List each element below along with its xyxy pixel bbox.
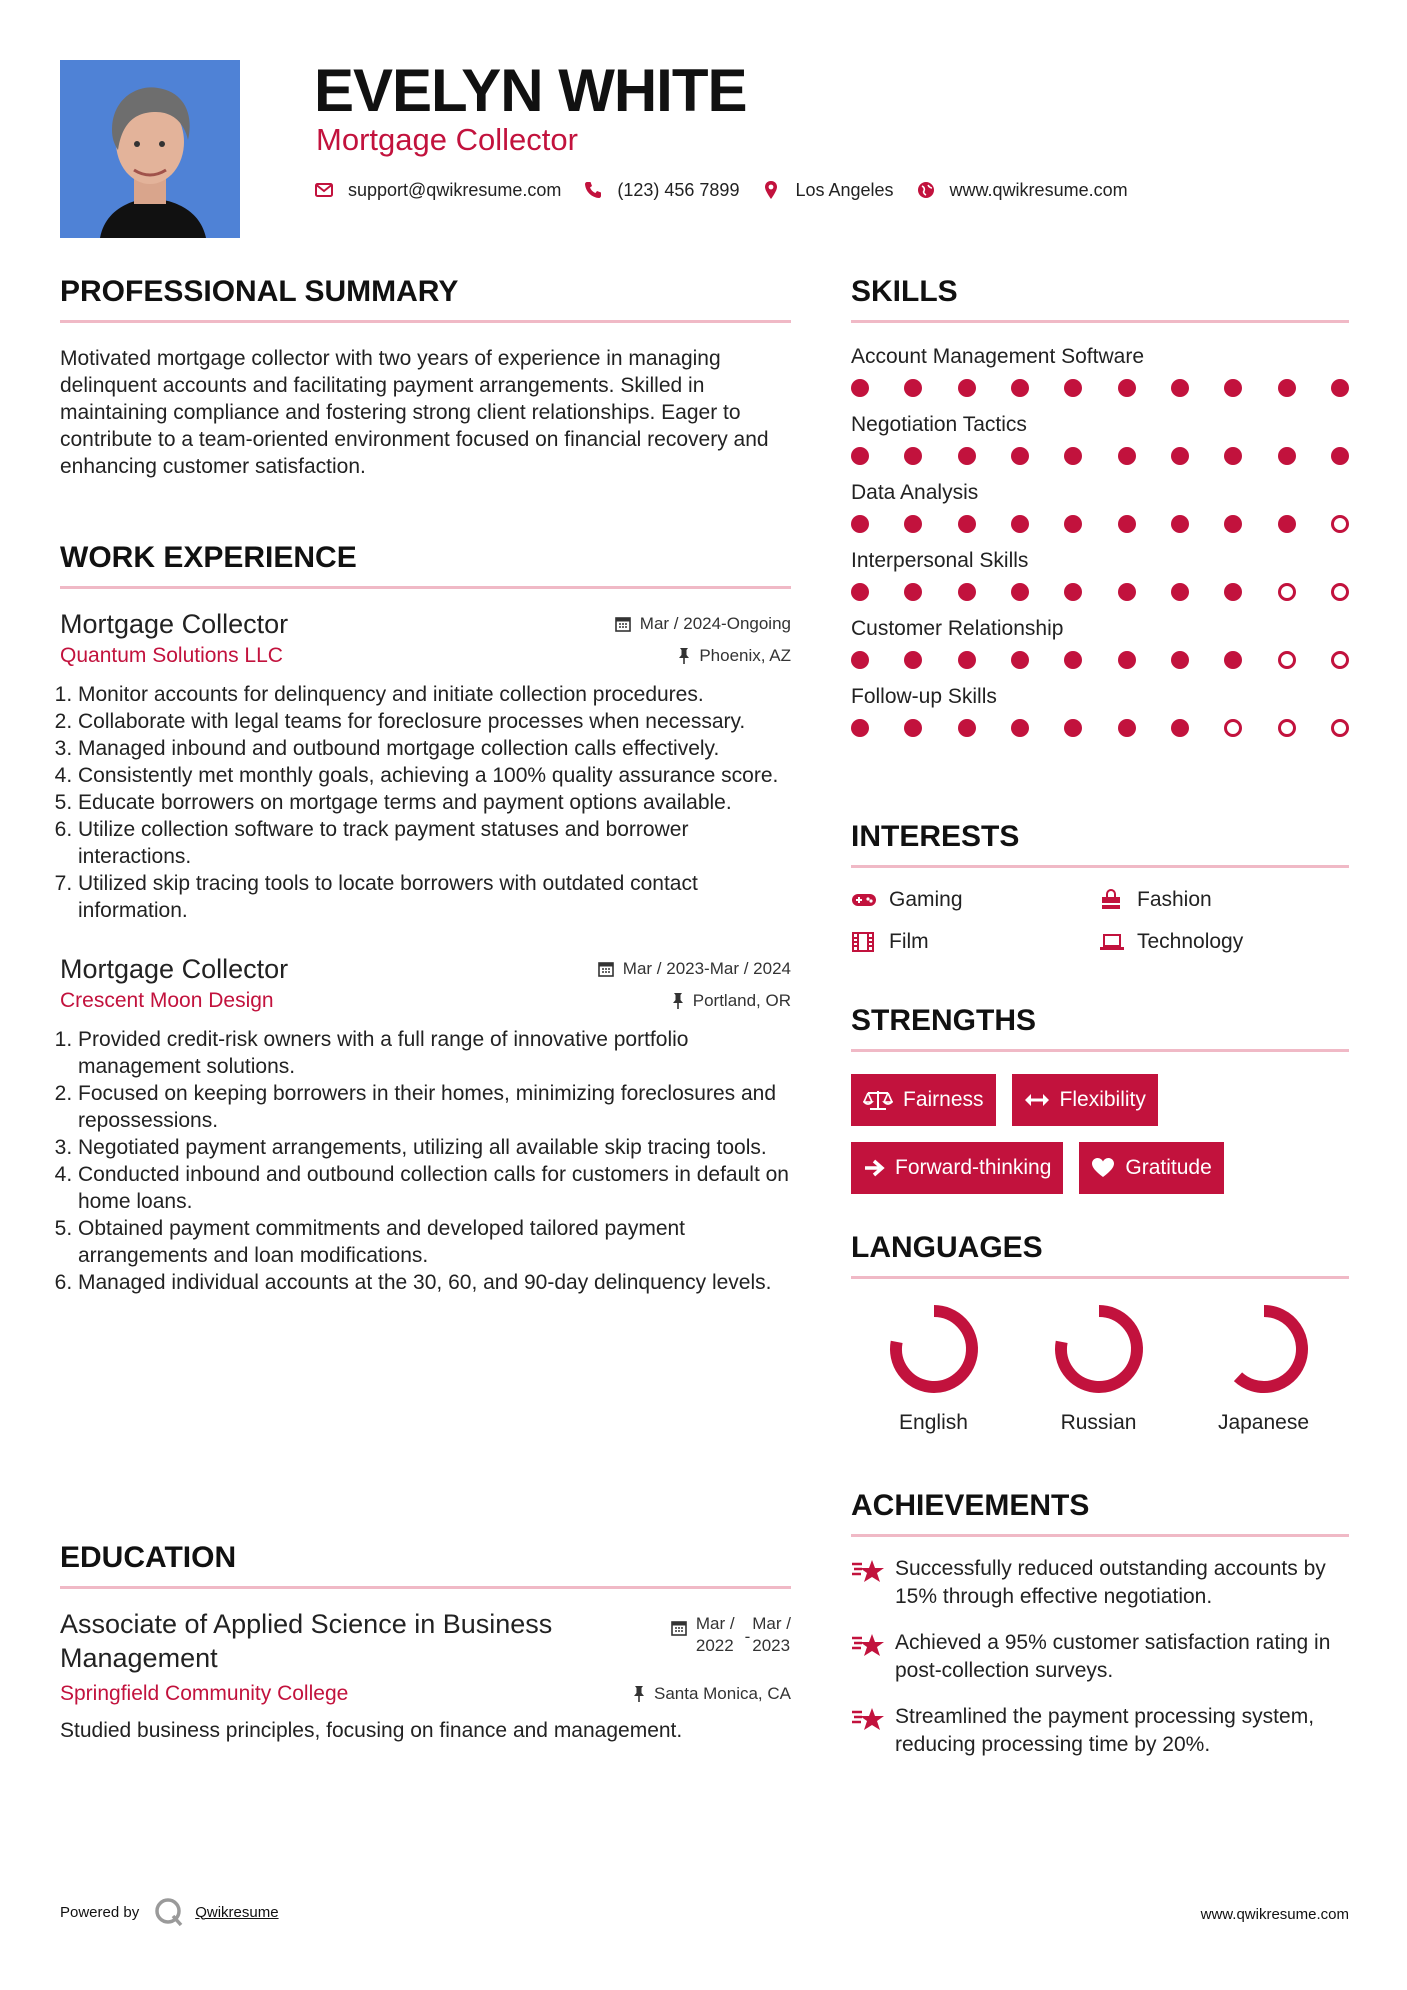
language-name: English	[899, 1411, 968, 1434]
skill-dot-filled	[958, 583, 976, 601]
achievement-text: Achieved a 95% customer satisfaction rating in post-collection surveys.	[895, 1631, 1331, 1682]
skill-dot-filled	[1224, 583, 1242, 601]
skill-dot-filled	[851, 651, 869, 669]
list-item: 6. Managed individual accounts at the 30, 60, and 90-day delinquency levels.	[78, 1269, 791, 1296]
section-divider	[60, 586, 791, 589]
skill-dot-filled	[851, 447, 869, 465]
laptop-icon	[1099, 930, 1127, 954]
skill-name: Negotiation Tactics	[851, 413, 1027, 436]
skill-dot-filled	[1064, 719, 1082, 737]
calendar-icon	[597, 960, 615, 978]
skill-dot-filled	[1224, 651, 1242, 669]
skill-rating	[851, 379, 1349, 397]
section-divider	[851, 1534, 1349, 1537]
heart-icon	[1091, 1157, 1115, 1179]
interest-item	[851, 888, 1099, 912]
summary-text: Motivated mortgage collector with two years of experience in managing delinquent accounts and facilitating payment arrangements. Skilled in maintaining compliance and fostering strong client relationships. Eager to contribute to a team-oriented environment focused on financial recovery and enhancing customer satisfaction.	[60, 347, 769, 478]
skill-dot-filled	[1224, 447, 1242, 465]
skill-dot-filled	[958, 447, 976, 465]
company-name: Quantum Solutions LLC	[60, 644, 283, 667]
skill-dot-empty	[1331, 583, 1349, 601]
company-name: Crescent Moon Design	[60, 989, 274, 1012]
qwikresume-logo-icon	[153, 1896, 185, 1928]
education-location	[632, 1684, 791, 1704]
interest-item	[1099, 930, 1349, 954]
interests-section	[851, 819, 1349, 954]
interest-item	[851, 930, 1099, 954]
achievement-item	[851, 1555, 1349, 1611]
skill-dot-filled	[904, 447, 922, 465]
skill-name: Customer Relationship	[851, 617, 1064, 640]
contact-email[interactable]: support@qwikresume.com	[348, 179, 562, 200]
skill-dot-filled	[958, 719, 976, 737]
interest-label: Film	[889, 930, 929, 953]
skill-dot-filled	[1224, 379, 1242, 397]
pushpin-icon	[671, 992, 685, 1010]
skill-rating	[851, 719, 1349, 737]
education-dates: Mar / 2022 - Mar / 2023	[670, 1607, 791, 1657]
contact-bar	[314, 176, 1150, 204]
globe-icon	[916, 180, 936, 200]
experience-section	[60, 540, 791, 1296]
skill-dot-filled	[1011, 379, 1029, 397]
strengths-heading: STRENGTHS	[851, 1004, 1037, 1037]
skill-dot-filled	[1278, 515, 1296, 533]
languages-heading: LANGUAGES	[851, 1231, 1043, 1264]
skill-rating	[851, 651, 1349, 669]
achievements-heading: ACHIEVEMENTS	[851, 1489, 1090, 1522]
skill-dot-filled	[851, 379, 869, 397]
skill-dot-empty	[1278, 719, 1296, 737]
strength-label: Fairness	[903, 1088, 984, 1111]
language-name: Russian	[1060, 1411, 1137, 1434]
gamepad-icon	[851, 888, 879, 912]
skill-dot-empty	[1224, 719, 1242, 737]
strength-tag	[851, 1142, 1063, 1194]
skill-rating	[851, 515, 1349, 533]
strength-tag	[851, 1074, 996, 1126]
skill-dot-filled	[1064, 447, 1082, 465]
envelope-icon	[314, 180, 334, 200]
strength-label: Forward-thinking	[895, 1156, 1052, 1179]
skill-dot-empty	[1331, 515, 1349, 533]
achievement-text: Streamlined the payment processing system, reducing processing time by 20%.	[895, 1705, 1315, 1756]
arrows-horizontal-icon	[1024, 1092, 1050, 1108]
calendar-icon	[614, 615, 632, 633]
skill-dot-filled	[1011, 515, 1029, 533]
strength-label: Gratitude	[1125, 1156, 1212, 1179]
language-level-arc	[896, 1311, 972, 1387]
education-heading: EDUCATION	[60, 1541, 237, 1574]
contact-website[interactable]: www.qwikresume.com	[949, 179, 1128, 200]
shopping-bag-icon	[1099, 888, 1127, 912]
job-dates	[597, 959, 791, 979]
strength-tag	[1079, 1142, 1223, 1194]
skill-dot-filled	[904, 583, 922, 601]
list-item: 5. Educate borrowers on mortgage terms and payment options available.	[78, 789, 791, 816]
skill-dot-filled	[1171, 719, 1189, 737]
skill-dot-filled	[958, 379, 976, 397]
skill-dot-empty	[1331, 651, 1349, 669]
list-item: 5. Obtained payment commitments and developed tailored payment arrangements and loan modifications.	[78, 1215, 791, 1269]
skill-dot-filled	[851, 583, 869, 601]
education-end-month: Mar /	[752, 1614, 791, 1633]
list-item: 6. Utilize collection software to track payment statuses and borrower interactions.	[78, 816, 791, 870]
skill-dot-filled	[1064, 515, 1082, 533]
candidate-name: EVELYN WHITE	[314, 57, 747, 124]
skill-dot-filled	[1224, 515, 1242, 533]
calendar-icon	[670, 1619, 688, 1637]
skill-dot-filled	[904, 515, 922, 533]
contact-location: Los Angeles	[795, 179, 894, 200]
skill-name: Account Management Software	[851, 345, 1144, 368]
skill-dot-filled	[1171, 515, 1189, 533]
summary-heading: PROFESSIONAL SUMMARY	[60, 275, 459, 308]
education-location-text: Santa Monica, CA	[653, 1684, 791, 1703]
skill-dot-filled	[1171, 379, 1189, 397]
skill-dot-filled	[851, 515, 869, 533]
skills-heading: SKILLS	[851, 275, 958, 308]
skill-dot-filled	[904, 379, 922, 397]
job-location-text: Portland, OR	[692, 991, 791, 1010]
skill-dot-filled	[958, 515, 976, 533]
achievement-item	[851, 1629, 1349, 1685]
section-divider	[851, 320, 1349, 323]
list-item: 4. Conducted inbound and outbound collection calls for customers in default on home loans.	[78, 1161, 791, 1215]
achievement-item	[851, 1703, 1349, 1759]
languages-section	[851, 1230, 1349, 1435]
job-entry	[60, 952, 791, 1296]
language-level-ring	[1218, 1303, 1310, 1395]
experience-heading: WORK EXPERIENCE	[60, 541, 357, 574]
skill-dot-filled	[1278, 447, 1296, 465]
achievements-section	[851, 1488, 1349, 1759]
film-icon	[851, 930, 879, 954]
star-award-icon	[851, 1629, 895, 1685]
skill-dot-filled	[1171, 651, 1189, 669]
section-divider	[851, 1276, 1349, 1279]
star-award-icon	[851, 1703, 895, 1759]
pushpin-icon	[632, 1685, 646, 1703]
skill-dot-filled	[1171, 447, 1189, 465]
section-divider	[851, 1049, 1349, 1052]
section-divider	[851, 865, 1349, 868]
list-item: 3. Negotiated payment arrangements, utilizing all available skip tracing tools.	[78, 1134, 791, 1161]
job-title: Mortgage Collector	[60, 954, 289, 984]
language-item	[1181, 1303, 1346, 1435]
skill-dot-filled	[1171, 583, 1189, 601]
language-item	[1016, 1303, 1181, 1435]
phone-icon	[583, 180, 603, 200]
skill-dot-filled	[1011, 447, 1029, 465]
skill-dot-filled	[1331, 379, 1349, 397]
language-level-ring	[1053, 1303, 1145, 1395]
job-title: Mortgage Collector	[60, 609, 289, 639]
skill-dot-filled	[1118, 379, 1136, 397]
brand-link[interactable]: Qwikresume	[195, 1903, 279, 1921]
skill-dot-filled	[1118, 651, 1136, 669]
summary-section	[60, 274, 791, 480]
interests-heading: INTERESTS	[851, 820, 1020, 853]
skill-dot-filled	[1011, 651, 1029, 669]
profile-photo	[60, 60, 240, 238]
list-item: 1. Monitor accounts for delinquency and initiate collection procedures.	[78, 681, 791, 708]
skill-dot-empty	[1331, 719, 1349, 737]
skill-name: Interpersonal Skills	[851, 549, 1029, 572]
job-duties-list	[60, 1026, 791, 1296]
strength-label: Flexibility	[1059, 1088, 1146, 1111]
balance-scale-icon	[863, 1089, 893, 1111]
interest-label: Gaming	[889, 888, 963, 911]
strengths-section	[851, 1003, 1349, 1194]
degree-title: Associate of Applied Science in Business Management	[60, 1609, 553, 1673]
education-description: Studied business principles, focusing on finance and management.	[60, 1719, 683, 1742]
map-pin-icon	[761, 180, 781, 200]
skill-name: Data Analysis	[851, 481, 979, 504]
interest-item	[1099, 888, 1349, 912]
skill-rating	[851, 447, 1349, 465]
skills-section	[851, 274, 1349, 751]
section-divider	[60, 320, 791, 323]
skill-dot-filled	[1064, 583, 1082, 601]
strength-tag	[1012, 1074, 1158, 1126]
skill-name: Follow-up Skills	[851, 685, 997, 708]
education-section	[60, 1540, 791, 1744]
section-divider	[60, 1586, 791, 1589]
list-item: 2. Collaborate with legal teams for foreclosure processes when necessary.	[78, 708, 791, 735]
footer-powered-by	[60, 1896, 279, 1928]
school-name: Springfield Community College	[60, 1682, 349, 1705]
interest-label: Technology	[1137, 930, 1244, 953]
pushpin-icon	[677, 647, 691, 665]
list-item: 2. Focused on keeping borrowers in their homes, minimizing foreclosures and repossessions.	[78, 1080, 791, 1134]
skill-dot-filled	[1064, 379, 1082, 397]
interest-label: Fashion	[1137, 888, 1212, 911]
job-location	[677, 646, 791, 666]
job-dates-text: Mar / 2023-Mar / 2024	[622, 959, 791, 978]
skill-rating	[851, 583, 1349, 601]
list-item: 4. Consistently met monthly goals, achieving a 100% quality assurance score.	[78, 762, 791, 789]
language-level-arc	[1061, 1311, 1137, 1387]
language-level-ring	[888, 1303, 980, 1395]
star-award-icon	[851, 1555, 895, 1611]
language-level-arc	[1237, 1311, 1301, 1387]
skill-dot-filled	[1011, 719, 1029, 737]
skill-dot-filled	[1118, 447, 1136, 465]
interests-list	[851, 888, 1349, 954]
job-dates-text: Mar / 2024-Ongoing	[639, 614, 791, 633]
job-location	[671, 991, 791, 1011]
job-location-text: Phoenix, AZ	[699, 646, 791, 665]
skill-dot-filled	[1011, 583, 1029, 601]
list-item: 1. Provided credit-risk owners with a full range of innovative portfolio management solutions.	[78, 1026, 791, 1080]
powered-by-label: Powered by	[60, 1903, 140, 1921]
skill-dot-empty	[1278, 651, 1296, 669]
skill-dot-filled	[904, 719, 922, 737]
skill-dot-filled	[851, 719, 869, 737]
candidate-role: Mortgage Collector	[316, 122, 578, 157]
languages-list	[851, 1303, 1349, 1435]
skill-dot-filled	[1118, 719, 1136, 737]
arrow-right-icon	[863, 1158, 885, 1178]
skill-dot-filled	[1118, 583, 1136, 601]
skill-dot-empty	[1278, 583, 1296, 601]
skill-dot-filled	[1064, 651, 1082, 669]
skill-dot-filled	[1118, 515, 1136, 533]
skill-dot-filled	[904, 651, 922, 669]
language-item	[851, 1303, 1016, 1435]
skill-dot-filled	[958, 651, 976, 669]
skill-dot-filled	[1331, 447, 1349, 465]
job-entry	[60, 607, 791, 924]
skills-list	[851, 343, 1349, 737]
list-item: 3. Managed inbound and outbound mortgage collection calls effectively.	[78, 735, 791, 762]
language-name: Japanese	[1217, 1411, 1310, 1434]
strengths-list	[851, 1074, 1349, 1194]
contact-phone[interactable]: (123) 456 7899	[617, 179, 740, 200]
job-dates	[614, 614, 791, 634]
education-start-month: Mar /	[695, 1614, 735, 1633]
job-duties-list	[60, 681, 791, 924]
footer-url[interactable]: www.qwikresume.com	[1200, 1906, 1349, 1923]
education-start-year: 2022	[695, 1636, 734, 1655]
education-end-year: 2023	[752, 1636, 791, 1655]
achievement-text: Successfully reduced outstanding accounts by 15% through effective negotiation.	[895, 1557, 1326, 1608]
skill-dot-filled	[1278, 379, 1296, 397]
list-item: 7. Utilized skip tracing tools to locate borrowers with outdated contact information.	[78, 870, 791, 924]
